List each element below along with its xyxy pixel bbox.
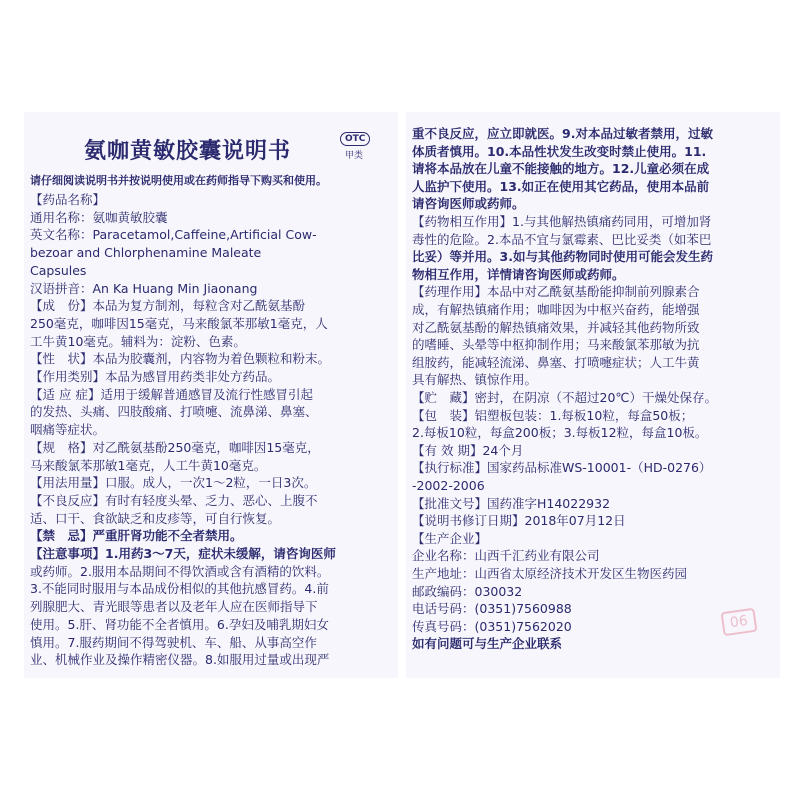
right-col-line-2: 请将本品放在儿童不能接触的地方。12.儿童必须在成 <box>412 161 710 177</box>
left-col-line-0: 【药品名称】 <box>30 192 106 207</box>
left-col-line-8: 工牛黄10毫克。辅料为：淀粉、色素。 <box>30 333 246 349</box>
right-col-line-26: 邮政编码：030032 <box>412 583 523 599</box>
right-col-line-19: 【执行标准】国家药品标准WS-10001-（HD-0276） <box>412 460 712 476</box>
left-col-line-3: bezoar and Chlorphenamine Maleate <box>30 245 262 261</box>
right-col-line-24: 企业名称：山西千汇药业有限公司 <box>412 548 600 564</box>
left-col-line-4: Capsules <box>30 262 87 278</box>
right-col-line-22: 【说明书修订日期】2018年07月12日 <box>412 513 626 529</box>
left-col-line-11: 【适 应 症】适用于缓解普通感冒及流行性感冒引起 <box>30 386 313 402</box>
right-col-line-28: 传真号码：(0351)7562020 <box>412 618 572 634</box>
right-col-line-11: 对乙酰氨基酚的解热镇痛效果，并减轻其他药物所致 <box>412 319 700 335</box>
right-col-line-12: 的嗜睡、头晕等中枢抑制作用；马来酸氯苯那敏为抗 <box>412 337 700 353</box>
left-col-line-24: 使用。5.肝、肾功能不全者慎用。6.孕妇及哺乳期妇女 <box>30 616 329 632</box>
left-col-line-10: 【作用类别】本品为感冒用药类非处方药品。 <box>30 369 281 384</box>
right-col-line-4: 请咨询医师或药师。 <box>412 196 525 212</box>
right-col-line-29: 如有问题可与生产企业联系 <box>412 636 563 652</box>
left-col-line-12: 的发热、头痛、四肢酸痛、打喷嚏、流鼻涕、鼻塞、 <box>30 404 318 420</box>
left-col-line-13: 咽痛等症状。 <box>30 422 106 438</box>
left-col-line-5: 汉语拼音：An Ka Huang Min Jiaonang <box>30 280 258 296</box>
right-col-line-17: 2.每板10粒，每盒200板；3.每板12粒，每盒10板。 <box>412 425 708 441</box>
left-col-line-25: 慎用。7.服药期间不得驾驶机、车、船、从事高空作 <box>30 634 317 650</box>
red-stamp: 06 <box>720 608 757 636</box>
left-col-line-14: 【规 格】对乙酰氨基酚250毫克，咖啡因15毫克， <box>30 439 320 455</box>
left-col-line-9: 【性 状】本品为胶囊剂，内容物为着色颗粒和粉末。 <box>30 351 331 367</box>
right-col-line-23: 【生产企业】 <box>412 530 488 546</box>
right-col-line-25: 生产地址：山西省太原经济技术开发区生物医药园 <box>412 566 688 581</box>
usage-notice: 请仔细阅读说明书并按说明使用或在药师指导下购买和使用。 <box>30 174 327 187</box>
left-col-line-21: 或药师。2.服用本品期间不得饮酒或含有酒精的饮料。 <box>30 563 330 579</box>
left-col-line-22: 3.不能同时服用与本品成份相似的其他抗感冒药。4.前 <box>30 581 329 597</box>
right-col-line-13: 组胺药，能减轻流涕、鼻塞、打喷嚏症状；人工牛黄 <box>412 354 700 370</box>
right-col-line-7: 比妥）等并用。3.如与其他药物同时使用可能会发生药 <box>412 249 713 265</box>
right-col-line-9: 【药理作用】本品中对乙酰氨基酚能抑制前列腺素合 <box>412 284 700 300</box>
left-col-line-6: 【成 份】本品为复方制剂，每粒含对乙酰氨基酚 <box>30 298 306 314</box>
left-col-line-15: 马来酸氯苯那敏1毫克，人工牛黄10毫克。 <box>30 457 267 473</box>
right-col-line-5: 【药物相互作用】1.与其他解热镇痛药同用，可增加肾 <box>412 214 712 229</box>
right-col-line-3: 人监护下使用。13.如正在使用其它药品，使用本品前 <box>412 178 710 194</box>
right-col-line-20: -2002-2006 <box>412 478 485 493</box>
right-col-line-15: 【贮 藏】密封，在阴凉（不超过20℃）干燥处保存。 <box>412 390 717 405</box>
right-col-line-10: 成，有解热镇痛作用；咖啡因为中枢兴奋药，能增强 <box>412 302 700 317</box>
right-col-line-8: 物相互作用，详情请咨询医师或药师。 <box>412 266 625 282</box>
otc-class-label: 甲类 <box>345 151 364 161</box>
right-col-line-16: 【包 装】铝塑板包装：1.每板10粒，每盒50板； <box>412 407 694 423</box>
right-col-line-21: 【批准文号】国药准字H14022932 <box>412 495 611 511</box>
right-col-line-6: 毒性的危险。2.本品不宜与氯霉素、巴比妥类（如苯巴 <box>412 231 712 247</box>
left-col-line-2: 英文名称：Paracetamol,Caffeine,Artificial Cow- <box>30 227 317 243</box>
left-col-line-17: 【不良反应】有时有轻度头晕、乏力、恶心、上腹不 <box>30 492 318 508</box>
left-col-line-7: 250毫克，咖啡因15毫克，马来酸氯苯那敏1毫克，人 <box>30 315 328 331</box>
right-col-line-1: 体质者慎用。10.本品性状发生改变时禁止使用。11. <box>412 143 707 159</box>
right-col-line-27: 电话号码：(0351)7560988 <box>412 601 572 617</box>
document-title: 氨咖黄敏胶囊说明书 <box>84 139 292 164</box>
left-col-line-20: 【注意事项】1.用药3～7天，症状未缓解，请咨询医师 <box>30 546 336 561</box>
left-col-line-19: 【禁 忌】严重肝肾功能不全者禁用。 <box>30 528 243 544</box>
right-col-line-18: 【有 效 期】24个月 <box>412 442 524 458</box>
left-col-line-18: 适、口干、食欲缺乏和皮疹等，可自行恢复。 <box>30 510 281 526</box>
left-col-line-16: 【用法用量】口服。成人，一次1～2粒，一日3次。 <box>30 475 317 491</box>
left-col-line-23: 列腺肥大、青光眼等患者以及老年人应在医师指导下 <box>30 599 318 615</box>
right-col-line-14: 具有解热、镇惊作用。 <box>412 372 538 388</box>
right-col-line-0: 重不良反应，应立即就医。9.对本品过敏者禁用，过敏 <box>412 126 713 141</box>
otc-badge: OTC <box>340 132 370 146</box>
left-col-line-26: 业、机械作业及操作精密仪器。8.如服用过量或出现严 <box>30 652 330 668</box>
left-col-line-1: 通用名称：氨咖黄敏胶囊 <box>30 209 168 225</box>
